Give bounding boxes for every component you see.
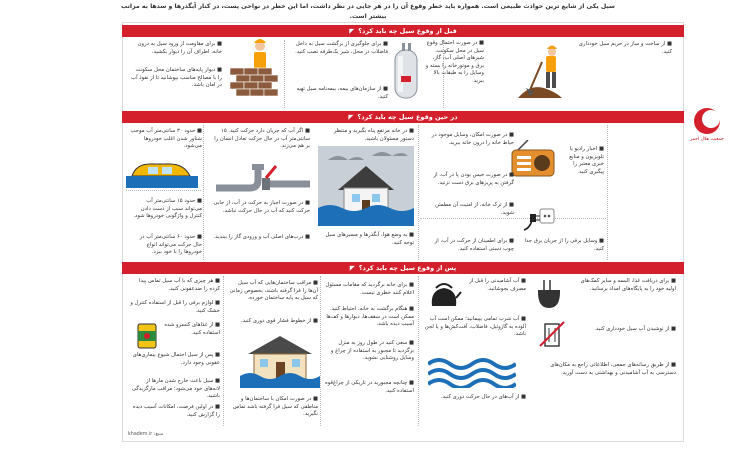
chevron-down-icon: ◤ (348, 113, 354, 121)
before-item-4: ■ از سازمان‌های بیمه، بیمه‌نامه سیل تهیه کنید. (296, 86, 388, 100)
during-item-4: ■ از ترک خانه، از امنیت آن مطمئن شوید. (435, 202, 514, 216)
section-during-title: در حین وقوع سیل چه باید کرد؟ (357, 113, 458, 121)
section-after-title: پس از وقوع سیل چه باید کرد؟ (358, 264, 457, 272)
logo-caption: جمعیت هلال احمر (690, 137, 724, 142)
after-item-15: ■ لوازم برقی را قبل از استفاده کنترل و خشک کنید. (130, 300, 220, 314)
during-item-11: ■ درب‌های اصلی آب و ورودی گاز را ببندید. (213, 234, 310, 240)
bricklayer-icon (226, 36, 282, 100)
radio-icon (510, 140, 556, 178)
during-item-2: ■ در صورت امکان، وسایل موجود در حیاط خانه را درون خانه ببرید. (431, 132, 514, 146)
during-item-6: ■ برای اطمینان از حرکت در آب، از چوب دستی استفاده کنید. (434, 238, 514, 252)
during-item-3: ■ در صورت خیس بودن پا در آب، از گرفتن به پریزهای برق دست نزنید. (433, 172, 514, 186)
after-item-6: ■ از آب‌های در حال حرکت دوری کنید. (440, 394, 526, 400)
after-item-9: ■ سعی کنید در طول روز به منزل برگردید تا مجبور به استفاده از چراغ و وسایل روشنایی نشوید. (330, 340, 414, 361)
after-item-3: ■ از طریق رسانه‌های جمعی، اطلاعاتی راجع به مکان‌های دسترسی به آب آشامیدنی و بهداشتی به دست آورید. (550, 362, 676, 376)
water-valve-pipe-icon (212, 162, 312, 198)
water-heater-icon (392, 42, 420, 104)
after-item-10: ■ چنانچه مجبورید در تاریکی از چراغ‌قوه استفاده کنید. (324, 380, 414, 394)
section-before-header (122, 25, 684, 37)
during-item-7: ■ در خانه مرتفع پناه بگیرید و منتظر دستور مسئولان باشید. (333, 128, 414, 142)
after-item-1: ■ برای دریافت غذا، البسه و سایر کمک‌های اولیه خود را به پایگاه‌های امداد برسانید. (580, 278, 676, 292)
digging-worker-icon (512, 40, 574, 102)
during-item-12: ■ حدود ۳۰ سانتی‌متر آب موجب شناور شدن اغلب خودروها می‌شود. (130, 128, 202, 149)
food-aid-icon (534, 278, 564, 312)
after-item-18: ■ سیل باعث خارج شدن مارها از لانه‌های خود می‌شود؛ مراقب مارگزیدگی باشید. (131, 378, 220, 399)
kettle-icon (426, 278, 462, 308)
canned-food-icon (136, 322, 158, 350)
section-after-header (122, 262, 684, 274)
during-item-5: ■ وسایل برقی را از جریان برق جدا کنید. (524, 238, 604, 252)
after-item-16: ■ از غذاهای کنسرو شده استفاده کنید. (164, 322, 220, 336)
chevron-down-icon: ◤ (349, 27, 355, 35)
after-item-8: ■ هنگام برگشت به خانه، احتیاط کنید. ممکن است در سقف‌ها، دیوارها و کف‌ها آسیب دیده باشد. (326, 306, 414, 327)
chevron-down-icon: ◤ (349, 264, 355, 272)
after-item-2: ■ از نوشیدن آب سیل خودداری کنید. (594, 326, 676, 332)
before-item-1: ■ از ساخت و ساز در حریم سیل خودداری کنید. (578, 41, 672, 55)
during-item-14: ■ حدود ۶۰ سانتی‌متر آب در حال حرکت می‌تواند انواع خودروها را با خود ببرد. (139, 234, 202, 255)
during-item-10: ■ در صورت اجبار به حرکت در آب، از جایی حرکت کنید که آب در حال حرکت نباشد. (213, 200, 310, 214)
before-item-2: ■ در صورت احتمال وقوع سیل در محل سکونت، شیرهای اصلی آب، گاز، برق و موتورخانه را بسته و وسایل را به طبقات بالا ببرید. (425, 40, 484, 84)
floating-car-icon (126, 160, 198, 188)
source-text: منبع: khadem.ir (128, 432, 164, 437)
after-item-19: ■ در اولین فرصت، امکانات آسیب دیده را گزارش کنید. (132, 404, 220, 418)
section-during-header (122, 111, 684, 123)
after-item-7: ■ برای خانه برگردید که مقامات مسئول اعلام کنند خطری نیست. (325, 282, 414, 296)
after-item-14: ■ هر چیزی که با آب سیل تماس پیدا کرده را ضدعفونی کنید. (138, 278, 220, 292)
no-drinking-icon (536, 320, 568, 350)
after-item-5: ■ آب شرب تمامی بپیمانید؛ ممکن است آب آلوده به گازوئیل، فاضلاب، آفت‌کش‌ها و یا لجن باشد. (424, 316, 526, 337)
plug-socket-icon (522, 204, 556, 234)
during-item-13: ■ حدود ۱۵ سانتی‌متر آب می‌تواند سبب از دست دادن کنترل و واژگونی خودروها شود. (133, 198, 202, 219)
header-text: سیل یکی از شایع ترین حوادث طبیعی است. همواره باید خطر وقوع آن را در هر جایی در نظر داشت، اما این خطر در نواحی پست، در کنار آبگذرها و سدها به مراتب بیشتر است. (121, 3, 615, 20)
flooded-building-icon (240, 332, 320, 388)
during-item-8: ■ به وضع هوا، آبگذرها و مسیرهای سیل توجه کنید. (325, 232, 414, 246)
before-item-6: ■ دیوار پایه‌های ساختمان محل سکونت را با مصالح مناسب بپوشانید تا از نفوذ آب در امان باشد. (131, 67, 222, 88)
before-item-3: ■ برای جلوگیری از برگشت سیل به داخل فاضلاب در محل، شیر یک‌طرفه نصب کنید. (295, 41, 388, 55)
after-item-17: ■ پس از سیل احتمال شیوع بیماری‌های عفونی وجود دارد. (132, 352, 220, 366)
after-item-4: ■ آب آشامیدنی را قبل از مصرف بجوشانید. (469, 278, 526, 292)
during-item-1: ■ اخبار رادیو یا تلویزیون و منابع خبری معتبر را پیگیری کنید. (569, 146, 604, 175)
flooded-house-icon (318, 146, 414, 226)
water-waves-icon (428, 356, 516, 388)
section-before-title: قبل از وقوع سیل چه باید کرد؟ (358, 27, 457, 35)
after-item-13: ■ در صورت امکان با ساختمان‌ها و مناطقی که سیل فرا گرفته باشد تماس نگیرید. (232, 396, 318, 417)
before-item-5: ■ برای مقاومت از ورود سیل به درون خانه، اطراف آن را دیوار بکشید. (137, 41, 222, 55)
during-item-9: ■ اگر آب که جریان دارد حرکت کنید. ۱۵ سانتی‌متر آب در حال حرکت تعادل انسان را بر هم می‌زند. (214, 128, 310, 149)
after-item-12: ■ از خطوط فشار قوی دوری کنید. (240, 318, 318, 324)
after-item-11: ■ مراقب ساختمان‌هایی که آب سیل آن‌ها را فرا گرفته باشند، بخصوص زمانی که سیل به پایه ساختمان خورده. (229, 280, 318, 301)
red-crescent-logo (692, 106, 722, 136)
